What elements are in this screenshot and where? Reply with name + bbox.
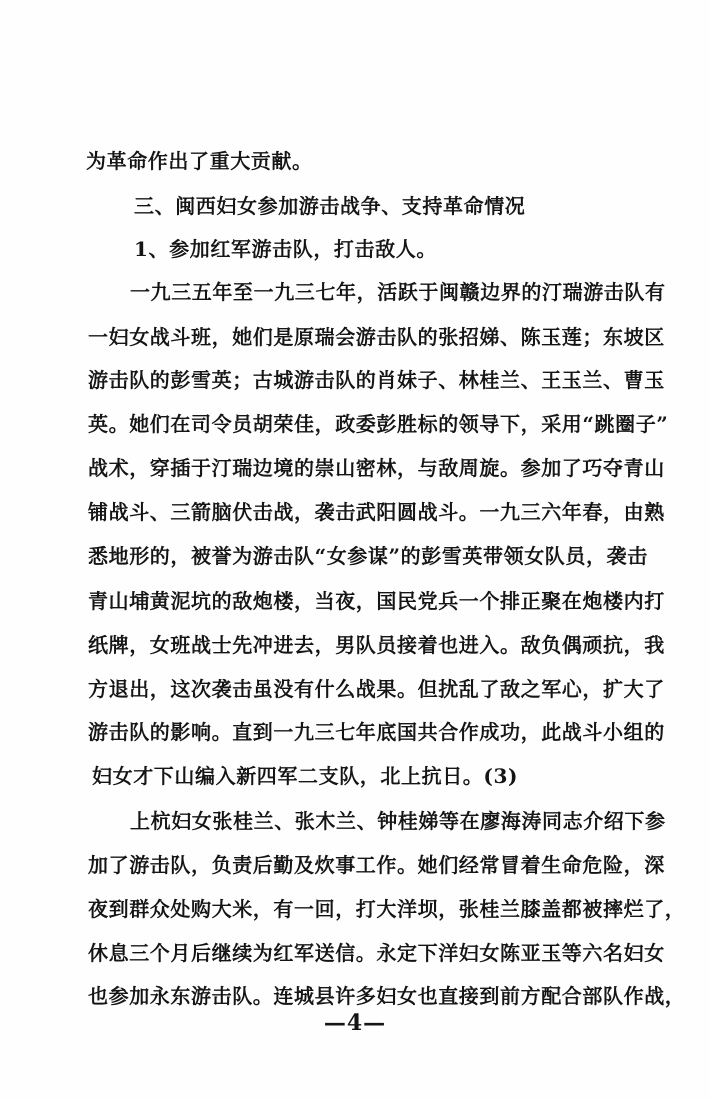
text-line: 游击队的影响。直到一九三七年底国共合作成功，此战斗小组的 [88, 720, 665, 744]
text-line: 为革命作出了重大贡献。 [86, 149, 313, 173]
text-line: 方退出，这次袭击虽没有什么战果。但扰乱了敌之军心，扩大了 [88, 677, 665, 701]
text-line: 铺战斗、三箭脑伏击战，袭击武阳圆战斗。一九三六年春，由熟 [88, 500, 665, 524]
text-line: 妇女才下山编入新四军二支队，北上抗日。(3) [92, 764, 519, 788]
text-line: 悉地形的，被誉为游击队“女参谋”的彭雪英带领女队员，袭击 [88, 544, 648, 568]
text-line: 夜到群众处购大米，有一回，打大洋坝，张桂兰膝盖都被摔烂了， [88, 897, 686, 921]
text-line: 休息三个月后继续为红军送信。永定下洋妇女陈亚玉等六名妇女 [88, 941, 665, 965]
text-line: 英。她们在司令员胡荣佳，政委彭胜标的领导下，采用“跳圈子” [88, 412, 669, 436]
page-number: —4— [323, 1010, 387, 1036]
text-line: 一妇女战斗班，她们是原瑞会游击队的张招娣、陈玉莲；东坡区 [88, 325, 665, 349]
subsection-heading: 1、参加红军游击队，打击敌人。 [134, 237, 437, 261]
text-line: 也参加永东游击队。连城县许多妇女也直接到前方配合部队作战， [88, 984, 686, 1008]
text-line: 纸牌，女班战士先冲进去，男队员接着也进入。敌负偶顽抗，我 [88, 633, 665, 657]
text-line: 上杭妇女张桂兰、张木兰、钟桂娣等在廖海涛同志介绍下参 [130, 809, 666, 833]
text-line: 加了游击队，负责后勤及炊事工作。她们经常冒着生命危险，深 [88, 853, 665, 877]
text-line: 战术，穿插于汀瑞边境的崇山密林，与敌周旋。参加了巧夺青山 [88, 456, 665, 480]
text-line: 一九三五年至一九三七年，活跃于闽赣边界的汀瑞游击队有 [130, 280, 666, 304]
section-heading: 三、闽西妇女参加游击战争、支持革命情况 [134, 194, 526, 218]
text-line: 游击队的彭雪英；古城游击队的肖妹子、林桂兰、王玉兰、曹玉 [88, 368, 665, 392]
text-line: 青山埔黄泥坑的敌炮楼，当夜，国民党兵一个排正聚在炮楼内打 [88, 589, 665, 613]
